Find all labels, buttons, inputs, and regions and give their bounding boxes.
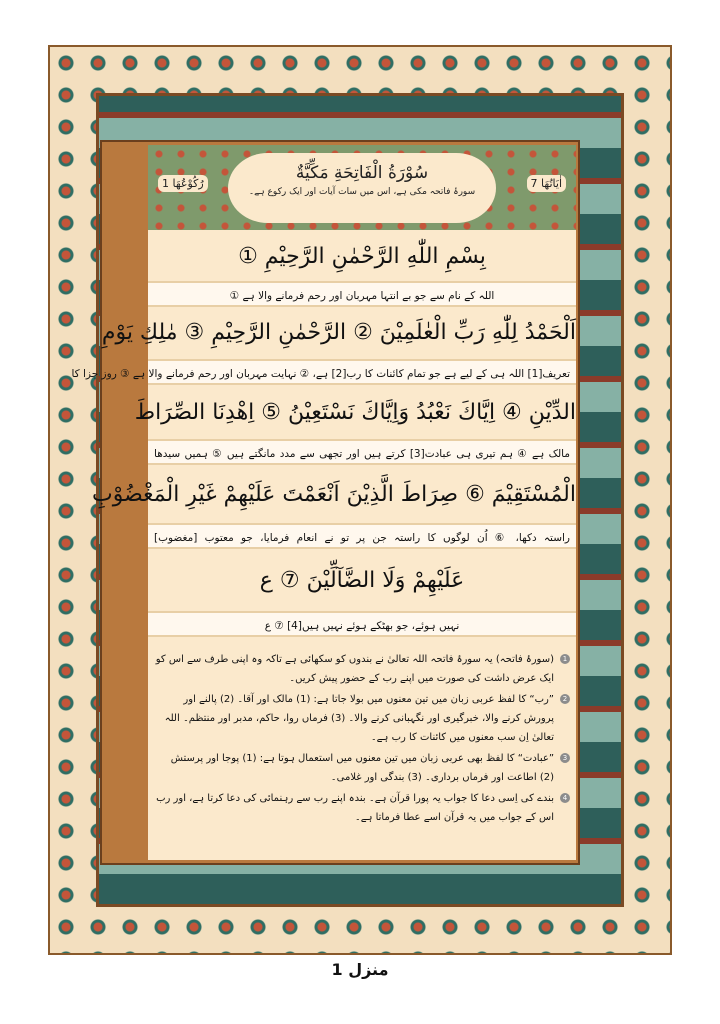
arabic-line: اَلْحَمْدُ لِلّٰهِ رَبِّ الْعٰلَمِيْنَ ② الرَّحْمٰنِ الرَّحِيْمِ ③ مٰلِكِ يَوْمِ	[148, 311, 576, 355]
arabic-line: بِسْمِ اللّٰهِ الرَّحْمٰنِ الرَّحِيْمِ ①	[148, 235, 576, 279]
translation-line: مالک ہے ④ ہم تیری ہی عبادت[3] کرتے ہیں اور تجھی سے مدد مانگتے ہیں ⑤ ہمیں سیدھا	[148, 439, 576, 465]
arabic-line: عَلَيْهِمْ وَلَا الضَّآلِّيْنَ ⑦ ع	[148, 559, 576, 603]
translation-line: نہیں ہوئے، جو بھٹکے ہوئے نہیں ہیں[4] ⑦ ع	[148, 611, 576, 637]
footnote	[154, 690, 570, 747]
arabic-line: الْمُسْتَقِيْمَ ⑥ صِرَاطَ الَّذِيْنَ اَنْعَمْتَ عَلَيْهِمْ غَيْرِ الْمَغْضُوْبِ	[148, 473, 576, 517]
translation-line: راستہ دکھا، ⑥ اُن لوگوں کا راستہ جن پر تو نے انعام فرمایا، جو معتوب [مغضوب]	[148, 523, 576, 549]
footnote-number: 1	[560, 654, 570, 664]
page-panel	[71, 145, 576, 860]
surah-intro: سورۂ فاتحہ مکی ہے، اس میں سات آیات اور ایک رکوع ہے۔	[248, 187, 476, 197]
footnote-number: 4	[560, 793, 570, 803]
footnote-text: بندے کی اِسی دعا کا جواب یہ پورا قرآن ہے۔ بندہ اپنے رب سے رہنمائی کی دعا کرتا ہے، اور رب اس کے جواب میں یہ قرآن اسے عطا فرماتا ہے۔	[156, 793, 554, 823]
footnote-text: ”رب“ کا لفظ عربی زبان میں تین معنوں میں بولا جاتا ہے: (1) مالک اور آقا۔ (2) پالنے اور پرورش کرنے والا، خبرگیری اور نگہبانی کرنے والا۔ (3) فرماں روا، حاکم، مدبر اور منتظم۔ اللہ تعالیٰ اِن سب معنوں میں کائنات کا رب ہے۔	[164, 694, 554, 743]
ayat-count: اٰیَاتُھَا 7	[527, 175, 566, 192]
surah-header	[148, 145, 576, 230]
surah-name: سُوْرَةُ الْفَاتِحَةِ مَكِّيَّةٌ	[295, 163, 429, 183]
arabic-line: الدِّيْنِ ④ اِيَّاكَ نَعْبُدُ وَاِيَّاكَ نَسْتَعِيْنُ ⑤ اِهْدِنَا الصِّرَاطَ	[148, 391, 576, 435]
footnote	[154, 749, 570, 787]
translation-line: اللہ کے نام سے جو بے انتہا مہربان اور رحم فرمانے والا ہے ①	[148, 281, 576, 307]
footnotes	[148, 650, 576, 829]
surah-title-cartouche	[228, 153, 496, 223]
footnote-text: ”عبادت“ کا لفظ بھی عربی زبان میں تین معنوں میں استعمال ہوتا ہے: (1) پوجا اور پرستش (2) اطاعت اور فرماں برداری۔ (3) بندگی اور غلامی۔	[170, 753, 554, 783]
translation-line: تعریف[1] اللہ ہی کے لیے ہے جو تمام کائنات کا رب[2] ہے، ② نہایت مہربان اور رحم فرمانے والا ہے ③ روز جزا کا	[148, 359, 576, 385]
footnote-number: 2	[560, 694, 570, 704]
footnote	[154, 789, 570, 827]
ruku-count: رُكُوْعُهَا 1	[158, 175, 208, 192]
footnote-text: (سورۂ فاتحہ) یہ سورۂ فاتحہ اللہ تعالیٰ نے بندوں کو سکھائی ہے تاکہ وہ اپنی طرف سے اس کو ایک عرض داشت کی صورت میں اپنے رب کے حضور پیش کریں۔	[155, 654, 554, 684]
footnote	[154, 650, 570, 688]
footnote-number: 3	[560, 753, 570, 763]
manzil-label: منزل 1	[331, 960, 389, 979]
